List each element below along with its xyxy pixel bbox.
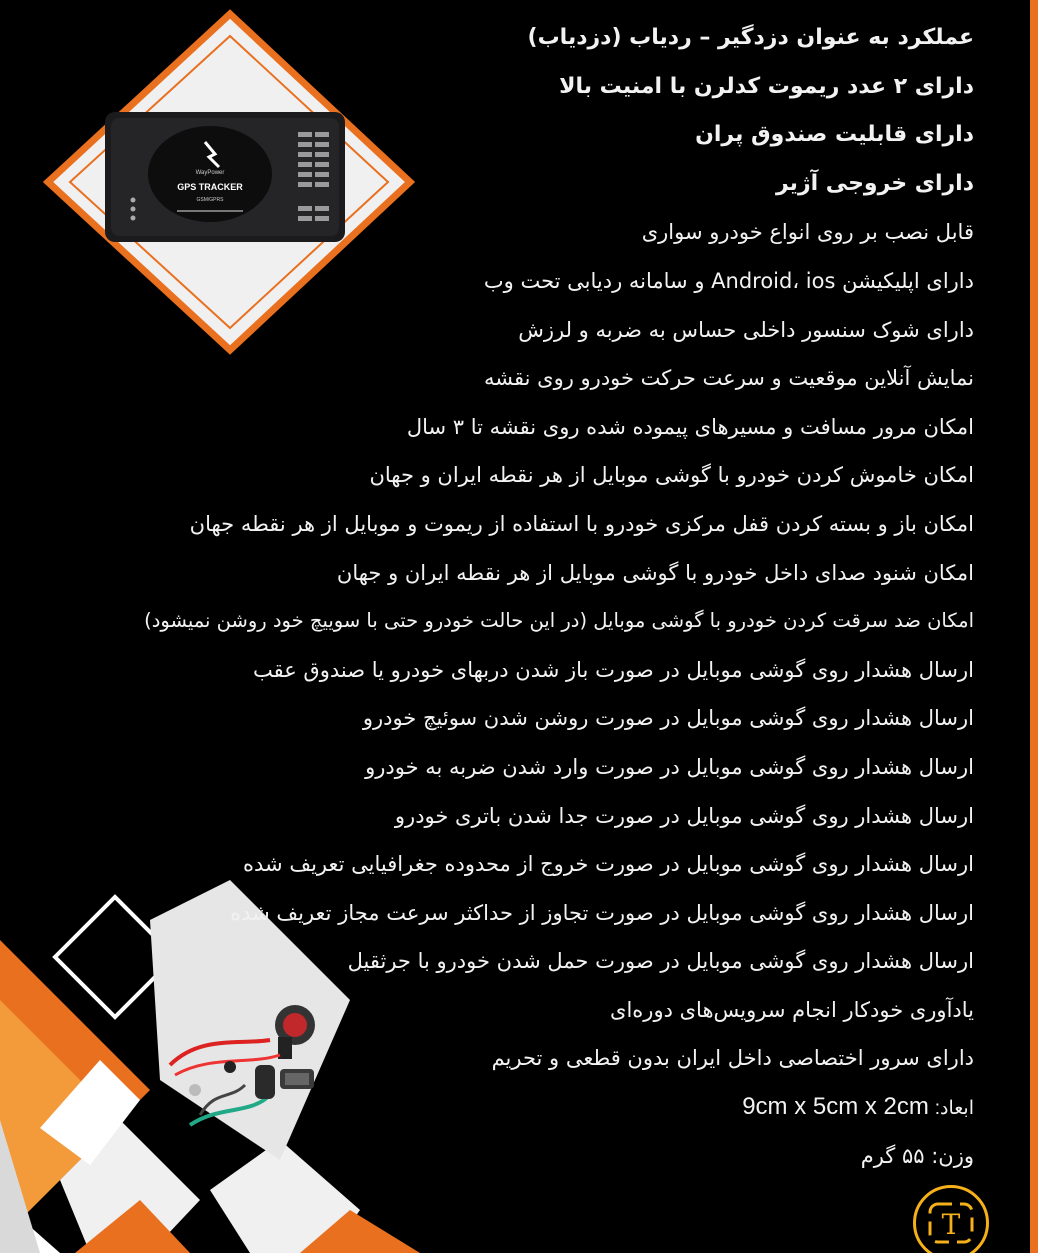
logo-badge[interactable] [913,1185,989,1253]
feature-list [44,14,974,1180]
feature-item: ارسال هشدار روی گوشی موبایل در صورت وارد شدن ضربه به خودرو [365,754,974,779]
device-model: GSM/GPRS [196,197,224,203]
feature-item: ارسال هشدار روی گوشی موبایل در صورت تجاوز از حداکثر سرعت مجاز تعریف شده [230,900,974,925]
feature-item: قابل نصب بر روی انواع خودرو سواری [641,220,974,245]
feature-item: دارای ۲ عدد ریموت کدلرن با امنیت بالا [559,73,974,99]
feature-item: دارای سرور اختصاصی داخل ایران بدون قطعی و تحریم [491,1046,974,1071]
feature-item: یادآوری خودکار انجام سرویس‌های دوره‌ای [610,997,974,1022]
feature-item: امکان مرور مسافت و مسیرهای پیموده شده روی نقشه تا ۳ سال [406,414,974,439]
feature-item: ارسال هشدار روی گوشی موبایل در صورت باز شدن دربهای خودرو یا صندوق عقب [252,657,974,682]
dimensions-value: 9cm x 5cm x 2cm [742,1093,929,1121]
feature-item: امکان باز و بسته کردن قفل مرکزی خودرو با استفاده از ریموت و موبایل از هر نقطه جهان [189,511,974,536]
feature-item: ارسال هشدار روی گوشی موبایل در صورت روشن شدن سوئیچ خودرو [362,706,974,731]
feature-item: عملکرد به عنوان دزدگیر – ردیاب (دزدیاب) [527,25,974,50]
logo-letter: T [941,1208,961,1241]
feature-item: دارای اپلیکیشن Android، ios و سامانه ردیابی تحت وب [483,268,974,293]
feature-item: نمایش آنلاین موقعیت و سرعت حرکت خودرو روی نقشه [484,366,974,391]
logo-icon [916,1188,986,1253]
feature-item: دارای شوک سنسور داخلی حساس به ضربه و لرزش [518,317,974,342]
feature-item: دارای قابلیت صندوق پران [695,122,974,148]
device-brand: WayPower [195,170,225,176]
feature-item: ارسال هشدار روی گوشی موبایل در صورت خروج از محدوده جغرافیایی تعریف شده [243,852,974,877]
device-title: GPS TRACKER [177,182,243,192]
orange-edge-strip [1030,0,1038,1253]
feature-item: ارسال هشدار روی گوشی موبایل در صورت حمل شدن خودرو با جرثقیل [347,949,974,974]
feature-item: امکان شنود صدای داخل خودرو با گوشی موبایل از هر نقطه ایران و جهان [336,560,974,585]
feature-item: دارای خروجی آژیر [776,170,974,196]
weight-line: وزن: ۵۵ گرم [860,1143,974,1168]
feature-item: امکان ضد سرقت کردن خودرو با گوشی موبایل (در این حالت خودرو حتی با سوییچ خود روشن نمیشود) [144,609,974,633]
feature-item: امکان خاموش کردن خودرو با گوشی موبایل از هر نقطه ایران و جهان [369,463,974,488]
dimensions-label: ابعاد: [934,1098,974,1120]
feature-item: ارسال هشدار روی گوشی موبایل در صورت جدا شدن باتری خودرو [394,803,974,828]
dimensions-line [44,1083,974,1132]
